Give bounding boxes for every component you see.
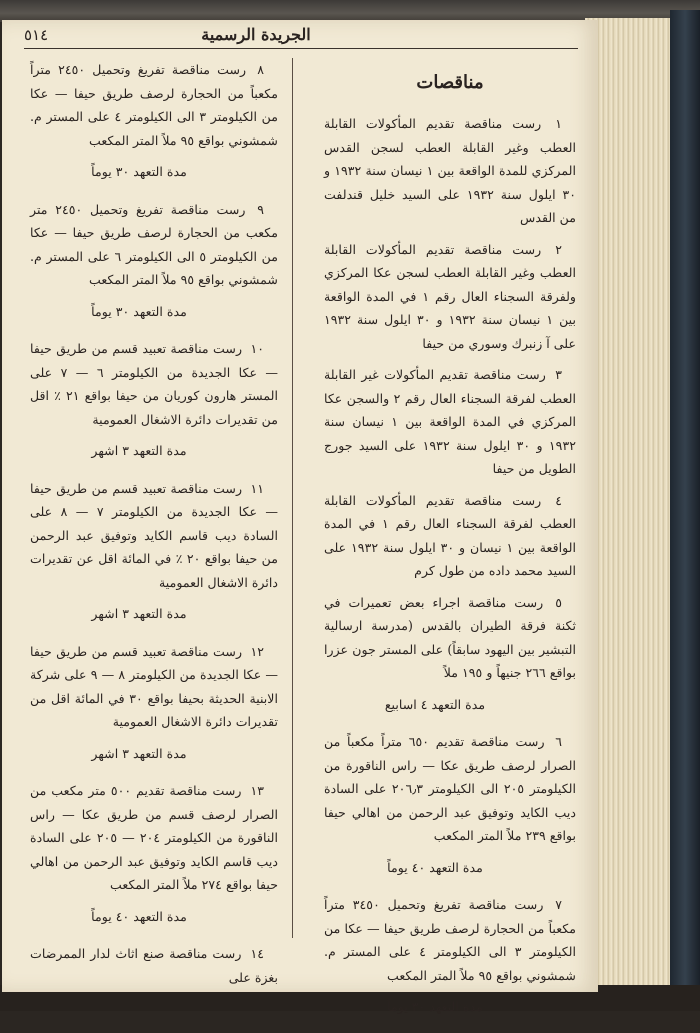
tender-entry-3: [324, 363, 576, 481]
tender-entry-4: [324, 489, 576, 583]
tender-entry-7: [324, 893, 576, 1019]
left-column: [30, 56, 278, 997]
entry-number: ١٣: [250, 783, 264, 798]
right-column: [324, 56, 576, 1033]
entry-text: رست مناقصة تقديم ٥٠٠ متر مكعب من الصرار لرصف قسم من طريق عكا — راس الناقورة من الكيلومتر ٢٠٤ — ٢٠٥ على السادة ديب قاسم الكايد وتوفيق عبد الرحمن من اهالي حيفا بواقع ٢٧٤ ملاً المتر المكعب: [30, 783, 278, 892]
entry-number: ١٢: [250, 643, 264, 659]
entry-number: ٤: [555, 492, 562, 508]
entry-text: رست مناقصة صنع اثاث لدار الممرضات بغزة على: [30, 946, 278, 985]
entry-text: رست مناقصة تعبيد قسم من طريق حيفا — عكا الجديدة من الكيلومتر ٨ — ٩ على شركة الابنية الحديثة بحيفا بواقع ٣٠ في المائة اقل من تقديرات دائرة الاشغال العمومية: [30, 643, 278, 729]
tender-entry-12: [30, 640, 278, 766]
entry-number: ١٠: [250, 341, 264, 356]
entry-number: ١: [555, 116, 562, 131]
entry-number: ٩: [257, 201, 264, 217]
book-cover-edge: [670, 10, 700, 1011]
contract-duration: مدة التعهد ٤ اسابيع: [384, 696, 486, 712]
contract-duration: مدة التعهد ٣ اشهر: [91, 745, 187, 761]
entry-number: ١٤: [250, 946, 264, 961]
tender-entry-9: [30, 198, 278, 324]
entry-text: رست مناقصة تعبيد قسم من طريق حيفا — عكا الجديدة من الكيلومتر ٦ — ٧ على المستر هارون كوريان من حيفا بواقع ٢١ ٪ اقل من تقديرات دائرة الاشغال العمومية: [30, 341, 279, 427]
document-page: [2, 20, 598, 1014]
entry-number: ٣: [555, 367, 562, 382]
contract-duration: مدة التعهد ٣ اشهر: [91, 443, 187, 458]
tender-entry-8: [30, 58, 278, 184]
entry-text: رست مناقصة تقديم المأكولات القابلة العطب وغير القابلة العطب لسجن القدس المركزي للمدة الواقعة بين ١ نيسان سنة ١٩٣٢ و ٣٠ ايلول سنة ١٩٣٢ على السيد خليل قندلفت من القدس: [324, 116, 576, 225]
tender-entry-14: [30, 942, 278, 989]
contract-duration: مدة التعهد ٣٠ يوماً: [91, 164, 187, 179]
tender-entry-6: [324, 730, 576, 879]
entry-text: رست مناقصة تقديم المأكولات القابلة العطب وغير القابلة العطب لسجن عكا المركزي ولفرقة السجناء العال رقم ١ في المدة الواقعة بين ١ نيسان سنة ١٩٣٢ و ٣٠ ايلول سنة ١٩٣٢ على آ زنبرك وسوري من حيفا: [324, 241, 576, 351]
contract-duration: مدة التعهد ٣ اشهر: [91, 606, 187, 621]
section-title: مناقصات: [416, 72, 484, 93]
contract-duration: مدة التعهد ٣٠ يوماً: [387, 999, 483, 1014]
page-number: ٥١٤: [24, 26, 49, 44]
tender-entry-10: [30, 337, 278, 463]
tender-entry-1: [324, 112, 576, 230]
entry-text: رست مناقصة تقديم المأكولات القابلة العطب لفرقة السجناء العال رقم ١ في المدة الواقعة بين ١ نيسان و ٣٠ ايلول سنة ١٩٣٢ على السيد محمد داده من طول كرم: [324, 492, 576, 578]
entry-number: ١١: [250, 480, 264, 496]
entry-text: رست مناقصة تفريغ وتحميل ٣٤٥٠ متراً مكعباً من الحجارة لرصف طريق حيفا — عكا من الكيلومتر ٣ الى الكيلومتر ٤ على المستر م. شمشوني بواقع ٩٥ ملاً المتر المكعب: [324, 897, 576, 983]
contract-duration: مدة التعهد ٤٠ يوماً: [387, 859, 483, 875]
tender-entry-5: [324, 591, 576, 717]
entry-number: ٢: [555, 241, 562, 257]
entry-number: ٨: [257, 62, 264, 77]
entry-text: رست مناقصة تقديم ٦٥٠ متراً مكعباً من الصرار لرصف طريق عكا — راس الناقورة من الكيلومتر ٢٠٥ الى الكيلومتر ٢٠٦٫٣ على السادة ديب الكايد وتوفيق عبد الرحمن من اهالي حيفا بواقع ٢٣٩ ملاً المتر المكعب: [324, 734, 576, 843]
entry-number: ٧: [555, 897, 562, 912]
journal-title: الجريدة الرسمية: [201, 25, 311, 44]
tender-entry-13: [30, 779, 278, 928]
tender-entry-11: [30, 477, 278, 626]
entry-number: ٥: [555, 594, 562, 610]
entry-text: رست مناقصة تفريغ وتحميل ٢٤٥٠ متراً مكعباً من الحجارة لرصف طريق حيفا — عكا من الكيلومتر ٣ الى الكيلومتر ٤ على المستر م. شمشوني بواقع ٩٥ ملاً المتر المكعب: [30, 62, 278, 148]
entry-text: رست مناقصة تعبيد قسم من طريق حيفا — عكا الجديدة من الكيلومتر ٧ — ٨ على السادة ديب قاسم الكايد وتوفيق عبد الرحمن من حيفا بواقع ٢٠ ٪ في المائة اقل عن تقديرات دائرة الاشغال العمومية: [30, 480, 278, 590]
book-page-edges: [585, 18, 680, 993]
entry-number: ٦: [555, 734, 562, 749]
running-head: [24, 24, 578, 49]
column-divider: [292, 58, 293, 938]
tender-entry-2: [324, 238, 576, 356]
entry-text: رست مناقصة تفريغ وتحميل ٢٤٥٠ متر مكعب من الحجارة لرصف طريق حيفا — عكا من الكيلومتر ٥ الى الكيلومتر ٦ على المستر م. شمشوني بواقع ٩٥ ملاً المتر المكعب: [30, 201, 278, 287]
contract-duration: مدة التعهد ٤٠ يوماً: [91, 908, 187, 924]
entry-text: رست مناقصة اجراء بعض تعميرات في ثكنة فرقة الطيران بالقدس (مدرسة ارسالية التبشير بين اليهود سابقاً) على المستر جون عزرا بواقع ٢٦٦ جنيهاً و ١٩٥ ملاً: [324, 594, 576, 680]
entry-text: رست مناقصة تقديم المأكولات غير القابلة العطب لفرقة السجناء العال رقم ٢ والسجن عكا المركزي في المدة الواقعة بين ١ نيسان سنة ١٩٣٢ و ٣٠ ايلول سنة ١٩٣٢ على السيد جورج الطويل من حيفا: [324, 367, 576, 476]
contract-duration: مدة التعهد ٣٠ يوماً: [91, 303, 187, 319]
